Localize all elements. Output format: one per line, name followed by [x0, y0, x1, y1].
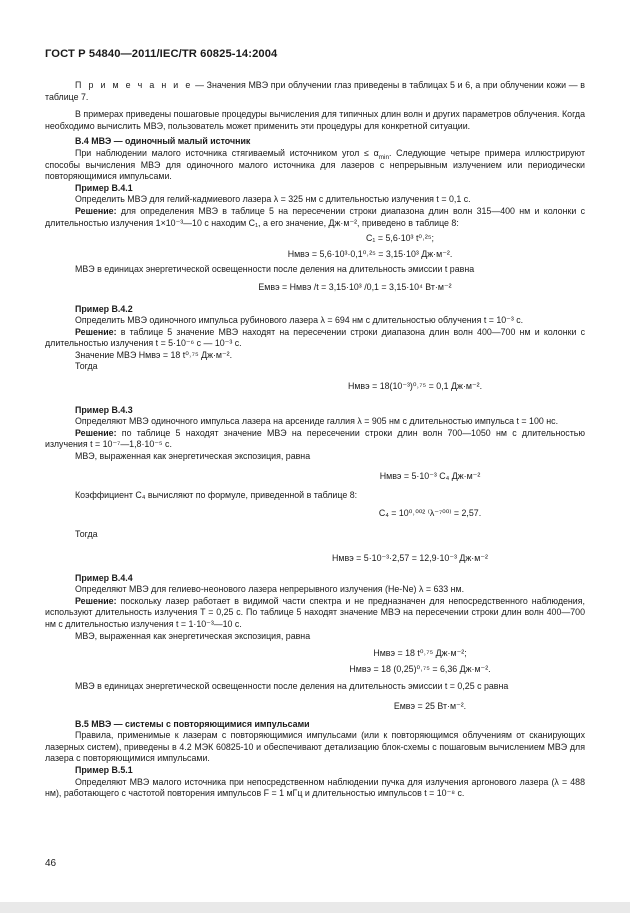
formula-c1: C₁ = 5,6·10³ t⁰˒²⁵; — [366, 233, 434, 244]
example-b42-value: Значение МВЭ Hмвэ = 18 t⁰˒⁷⁵ Дж·м⁻². — [75, 349, 233, 360]
solution-text: для определения МВЭ в таблице 5 на пересечении строки диапазона длин волн 315—400 нм и колонки с длительностью излучения 1×10⁻³—10 с находим C₁, а его значение, Дж·м⁻², приведено в таблице 8: — [45, 205, 585, 228]
formula-h-mve-b41: Hмвэ = 5,6·10³·0,1⁰˒²⁵ = 3,15·10³ Дж·м⁻². — [287, 248, 453, 259]
note-label: П р и м е ч а н и е — [75, 80, 193, 90]
example-b43-solution — [45, 428, 585, 451]
solution-text: по таблице 5 находят значение МВЭ на пересечении строки длин волн 700—1050 нм с длительностью излучения t = 10⁻⁷—1,8·10⁻⁵ с. — [45, 427, 585, 450]
note-text: — Значения МВЭ при облучении глаз приведены в таблицах 5 и 6, а при облучении кожи — в таблице 7. — [45, 80, 585, 102]
formula-h-mve-c4: Hмвэ = 5·10⁻³ C₄ Дж·м⁻² — [379, 470, 481, 481]
example-b51-statement: Определяют МВЭ малого источника при непосредственном наблюдении пучка для излучения аргонового лазера (λ = 488 нм), работающего с частотой повторения импульсов F = 1 мГц и длительностью импульсов t = 10⁻⁸ с. — [45, 776, 585, 799]
solution-text: в таблице 5 значение МВЭ находят на пересечении строки диапазона длин волн 400—700 нм и колонки с длительностью излучения t = 5·10⁻⁶ с — 10⁻³ с. — [45, 326, 585, 349]
solution-label: Решение: — [75, 326, 117, 337]
example-b41-text: МВЭ в единицах энергетической освещенности после деления на длительность эмиссии t равна — [75, 264, 475, 275]
example-b44-text2: МВЭ в единицах энергетической освещенности после деления на длительность эмиссии t = 0,25 с равна — [75, 681, 509, 692]
example-b42-statement: Определить МВЭ одиночного импульса рубинового лазера λ = 694 нм с длительностью облучения t = 10⁻³ с. — [75, 315, 524, 326]
document-body — [45, 80, 585, 800]
b4-text-part-a: При наблюдении малого источника стягиваемый источником угол ≤ α — [75, 147, 379, 158]
intro-paragraph: В примерах приведены пошаговые процедуры вычисления для типичных длин волн и других параметров облучения. Когда необходимо вычислить МВЭ, пользователь может применить эти процедуры для конкретной ситуации. — [45, 109, 585, 131]
page-number: 46 — [45, 858, 57, 869]
document-header: ГОСТ Р 54840—2011/IEC/TR 60825-14:2004 — [45, 48, 278, 60]
formula-e-mve-b41: Eмвэ = Hмвэ /t = 3,15·10³ /0,1 = 3,15·10⁴ Вт·м⁻² — [258, 281, 452, 292]
example-b43-then: Тогда — [75, 529, 98, 540]
example-b51-title: Пример В.5.1 — [75, 764, 133, 775]
bottom-strip — [0, 902, 630, 913]
solution-label: Решение: — [75, 595, 117, 606]
section-b4-heading: В.4 МВЭ — одиночный малый источник — [75, 136, 251, 147]
example-b41-solution — [45, 206, 585, 229]
example-b44-statement: Определяют МВЭ для гелиево-неонового лазера непрерывного излучения (He-Ne) λ = 633 нм. — [75, 584, 465, 595]
example-b43-statement: Определяют МВЭ одиночного импульса лазера на арсениде галлия λ = 905 нм с длительностью импульса t = 100 нс. — [75, 416, 559, 427]
example-b43-coef: Коэффициент C₄ вычисляют по формуле, приведенной в таблице 8: — [75, 490, 358, 501]
example-b44-title: Пример В.4.4 — [75, 572, 133, 583]
b4-text-subscript: min — [378, 153, 389, 161]
example-b41-title: Пример В.4.1 — [75, 182, 133, 193]
formula-h-mve-b44-b: Hмвэ = 18 (0,25)⁰˒⁷⁵ = 6,36 Дж·м⁻². — [349, 663, 491, 674]
formula-h-mve-b44-a: Hмвэ = 18 t⁰˒⁷⁵ Дж·м⁻²; — [373, 648, 467, 659]
b4-text-part-b: . Следующие четыре примера иллюстрируют способы вычисления МВЭ для одиночного малого источника для лазеров с непрерывным излучением или периодически повторяющимися импульсами. — [45, 147, 585, 182]
solution-label: Решение: — [75, 205, 117, 216]
solution-label: Решение: — [75, 427, 117, 438]
note-paragraph — [45, 80, 585, 103]
section-b5-text: Правила, применимые к лазерам с повторяющимися импульсами (или к повторяющимся облучениям от сканирующих лазерных систем), приведены в 4.2 МЭК 60825-10 и обеспечивают детализацию блок-схемы с пошаговым вычислением МВЭ для лазера с повторяющимися импульсами. — [45, 730, 585, 764]
example-b42-title: Пример В.4.2 — [75, 303, 133, 314]
section-b5-heading: В.5 МВЭ — системы с повторяющимися импульсами — [75, 718, 310, 729]
example-b42-solution — [45, 327, 585, 350]
formula-h-mve-b42: Hмвэ = 18(10⁻³)⁰˒⁷⁵ = 0,1 Дж·м⁻². — [347, 381, 483, 392]
formula-h-mve-b43: Hмвэ = 5·10⁻³·2,57 = 12,9·10⁻³ Дж·м⁻² — [332, 553, 488, 563]
formula-c4: C₄ = 10⁰˒⁰⁰² ⁽λ⁻⁷⁰⁰⁾ = 2,57. — [378, 507, 482, 518]
section-b4-text — [45, 148, 585, 183]
formula-e-mve-b44: Eмвэ = 25 Вт·м⁻². — [393, 700, 467, 711]
solution-text: поскольку лазер работает в видимой части спектра и не предназначен для непосредственного наблюдения, используют длительность излучения T = 0,25 с. По таблице 5 находят значение МВЭ на пересечении строки длин волн 400—700 нм с длительностью излучения t = 1·10⁻³—10 с. — [45, 595, 585, 629]
example-b44-text: МВЭ, выраженная как энергетическая экспозиция, равна — [75, 630, 311, 641]
example-b44-solution — [45, 596, 585, 631]
example-b43-text: МВЭ, выраженная как энергетическая экспозиция, равна — [75, 451, 311, 462]
example-b41-statement: Определить МВЭ для гелий-кадмиевого лазера λ = 325 нм с длительностью излучения t = 0,1 с. — [75, 194, 471, 205]
example-b42-then: Тогда — [75, 361, 98, 372]
example-b43-title: Пример В.4.3 — [75, 404, 133, 415]
